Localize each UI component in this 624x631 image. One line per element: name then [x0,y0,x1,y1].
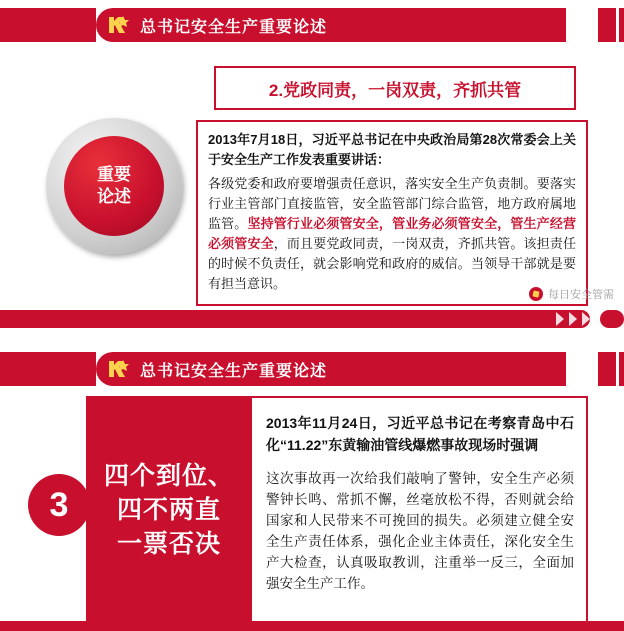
watermark [529,286,614,302]
subtitle-box [214,66,576,110]
panel-line-2: 四不两直 [116,496,221,524]
important-statement-stamp [46,118,182,254]
banner-right-edge [619,8,624,42]
section1-banner [0,8,624,42]
section1-body-part1: 各级党委和政府要增强责任意识，落实安全生产负责制。要落实行业主管部门直接监管，安全监管部门综合监管，地方政府属地监管。 [208,176,576,231]
section2-banner [0,352,624,386]
section2-lead-text: 2013年11月24日，习近平总书记在考察青岛中石化“11.22”东黄输油管线爆燃事故现场时强调 [266,415,574,453]
banner-right-block [598,8,616,42]
section2-body-text: 这次事故再一次给我们敲响了警钟，安全生产必须警钟长鸣、常抓不懈，丝毫放松不得，否则就会给国家和人民带来不可挽回的损失。必须建立健全安全生产责任体系，强化企业主体责任，深化安全生产大检查，认真吸取教训，注重举一反三，全面加强安全生产工作。 [266,471,574,591]
ribbon-arrows-icon [556,312,590,326]
ribbon-end-cap [600,310,624,328]
panel-line-3: 一票否决 [116,530,221,558]
section2-red-panel [86,396,252,624]
stamp-inner-circle [64,136,164,236]
banner2-right-edge [619,352,624,386]
banner-left-block [0,8,96,42]
stamp-line-2: 论述 [97,187,131,206]
banner2-left-block [0,352,96,386]
section2-number-badge: 3 [28,474,90,536]
party-emblem-icon [106,14,132,36]
section-four-in-place [0,344,624,631]
stamp-line-1: 重要 [97,165,131,184]
subtitle-text: 2.党政同责，一岗双责，齐抓共管 [268,80,522,100]
banner-title: 总书记安全生产重要论述 [140,19,328,36]
section1-content-box [196,120,588,306]
banner2-right-block [598,352,616,386]
watermark-text: 每日安全管需 [548,289,614,301]
section1-body-part2: ，而且要党政同责，一岗双责，齐抓共管。该担责任的时候不负责任，就会影响党和政府的威信。当领导干部就是要有担当意识。 [208,236,576,291]
section2-content-box [252,396,588,624]
section1-body-highlight: 坚持管行业必须管安全，管业务必须管安全，管生产经营必须管安全 [208,216,576,251]
party-emblem-icon [106,358,132,380]
ribbon-main [0,310,590,328]
panel-line-1: 四个到位、 [103,462,234,490]
footer-bar [0,621,624,631]
section1-divider-ribbon [0,310,624,328]
banner2-title: 总书记安全生产重要论述 [140,363,328,380]
watermark-logo-icon [529,287,543,301]
section1-lead-text: 2013年7月18日，习近平总书记在中央政治局第28次常委会上关于安全生产工作发表重要讲话： [208,132,576,167]
section1-body-text [208,174,576,294]
